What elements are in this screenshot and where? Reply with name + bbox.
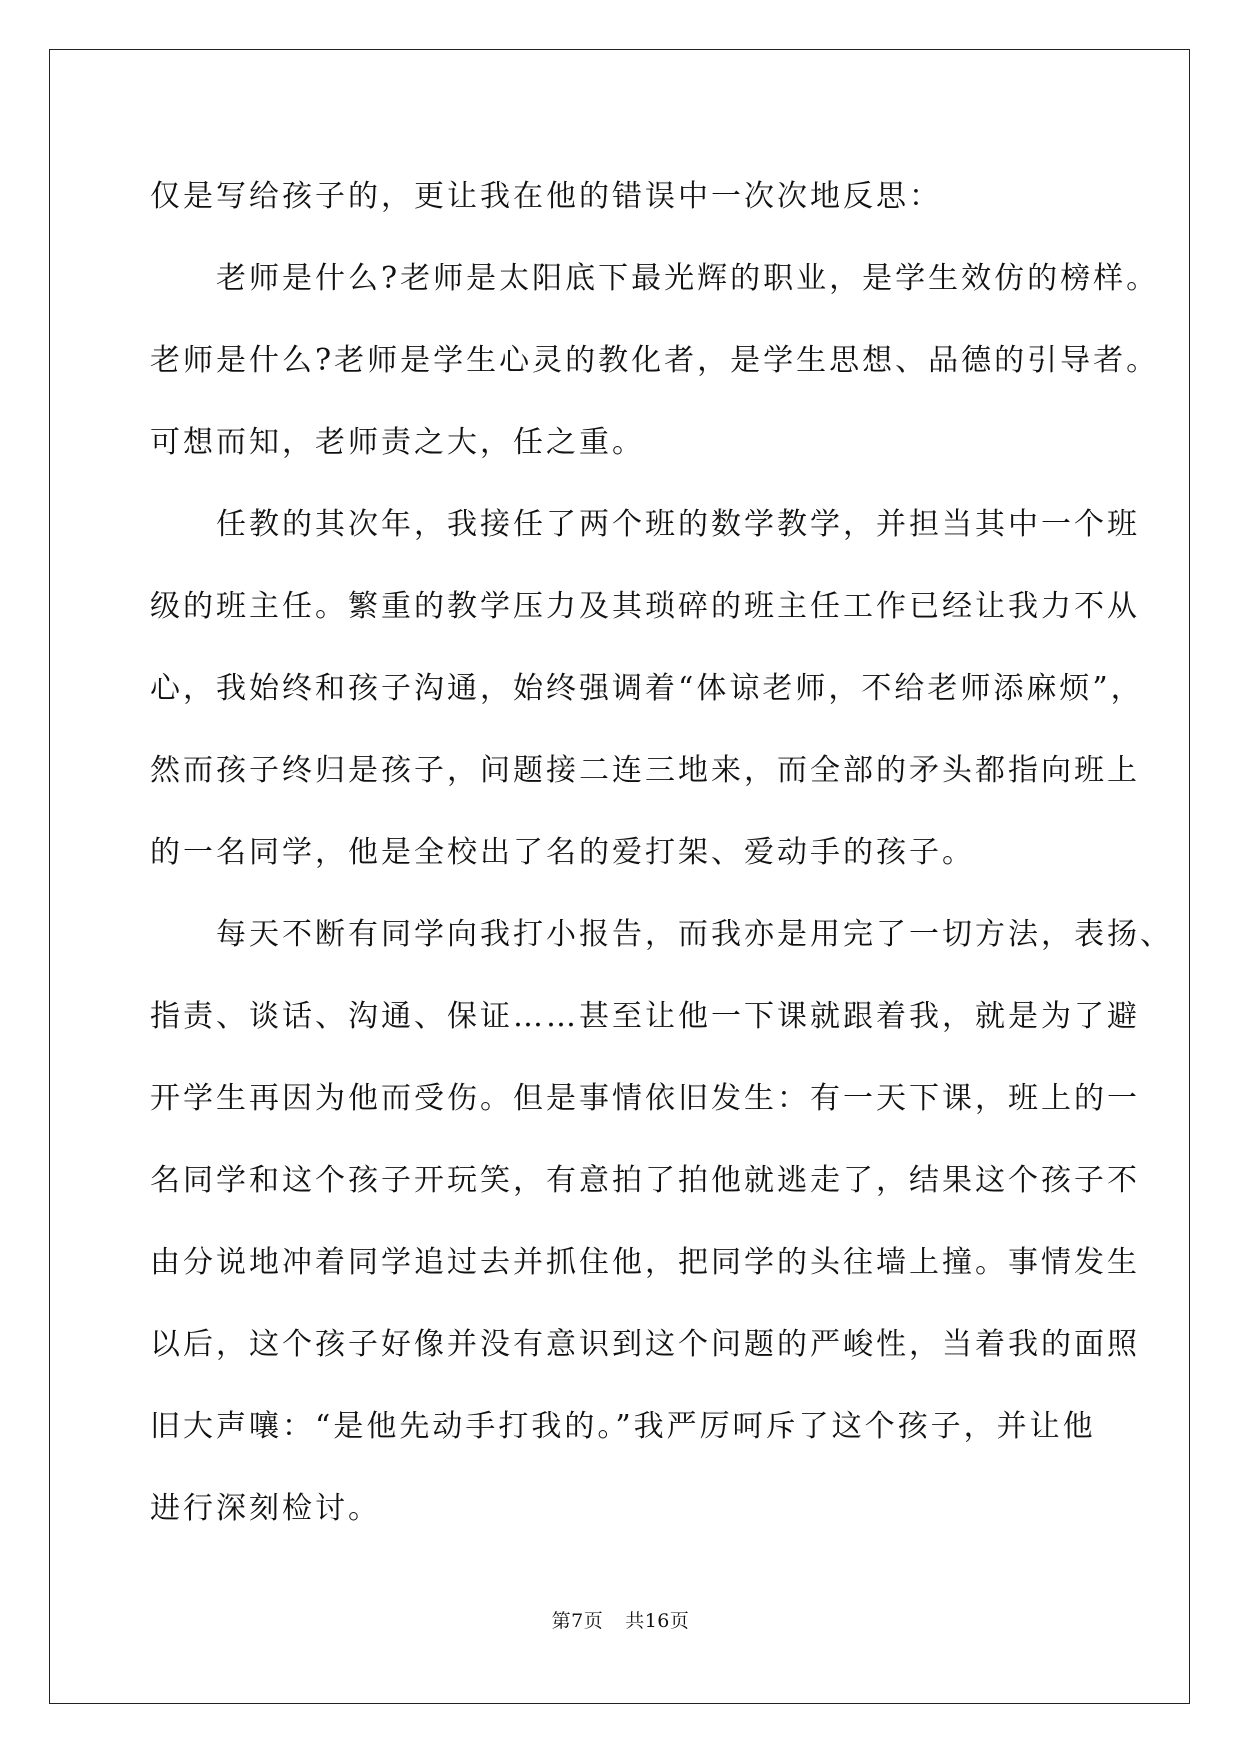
- text-line: 名同学和这个孩子开玩笑，有意拍了拍他就逃走了，结果这个孩子不: [150, 1163, 1140, 1198]
- paragraph-start-line: 老师是什么?老师是太阳底下最光辉的职业，是学生效仿的榜样。: [216, 261, 1160, 296]
- page-footer: [0, 1606, 1241, 1633]
- text-line: 的一名同学，他是全校出了名的爱打架、爱动手的孩子。: [150, 835, 975, 870]
- text-line: 以后，这个孩子好像并没有意识到这个问题的严峻性，当着我的面照: [150, 1327, 1140, 1362]
- text-line: 开学生再因为他而受伤。但是事情依旧发生：有一天下课，班上的一: [150, 1081, 1140, 1116]
- text-line: 老师是什么?老师是学生心灵的教化者，是学生思想、品德的引导者。: [150, 343, 1160, 378]
- text-line: 心，我始终和孩子沟通，始终强调着“体谅老师，不给老师添麻烦”，: [150, 671, 1144, 706]
- page-number-total: 共16页: [625, 1610, 690, 1632]
- text-line: 然而孩子终归是孩子，问题接二连三地来，而全部的矛头都指向班上: [150, 753, 1140, 788]
- text-line: 由分说地冲着同学追过去并抓住他，把同学的头往墙上撞。事情发生: [150, 1245, 1140, 1280]
- text-line: 指责、谈话、沟通、保证……甚至让他一下课就跟着我，就是为了避: [150, 999, 1140, 1034]
- text-line: 可想而知，老师责之大，任之重。: [150, 425, 645, 460]
- paragraph-start-line: 每天不断有同学向我打小报告，而我亦是用完了一切方法，表扬、: [216, 917, 1173, 952]
- text-line: 进行深刻检讨。: [150, 1491, 381, 1526]
- page-number-current: 第7页: [551, 1610, 604, 1632]
- document-body: [150, 156, 1173, 1550]
- text-line: 仅是写给孩子的，更让我在他的错误中一次次地反思：: [150, 179, 942, 214]
- text-line: 旧大声嚷：“是他先动手打我的。”我严厉呵斥了这个孩子，并让他: [150, 1409, 1096, 1444]
- paragraph-start-line: 任教的其次年，我接任了两个班的数学教学，并担当其中一个班: [216, 507, 1140, 542]
- text-line: 级的班主任。繁重的教学压力及其琐碎的班主任工作已经让我力不从: [150, 589, 1140, 624]
